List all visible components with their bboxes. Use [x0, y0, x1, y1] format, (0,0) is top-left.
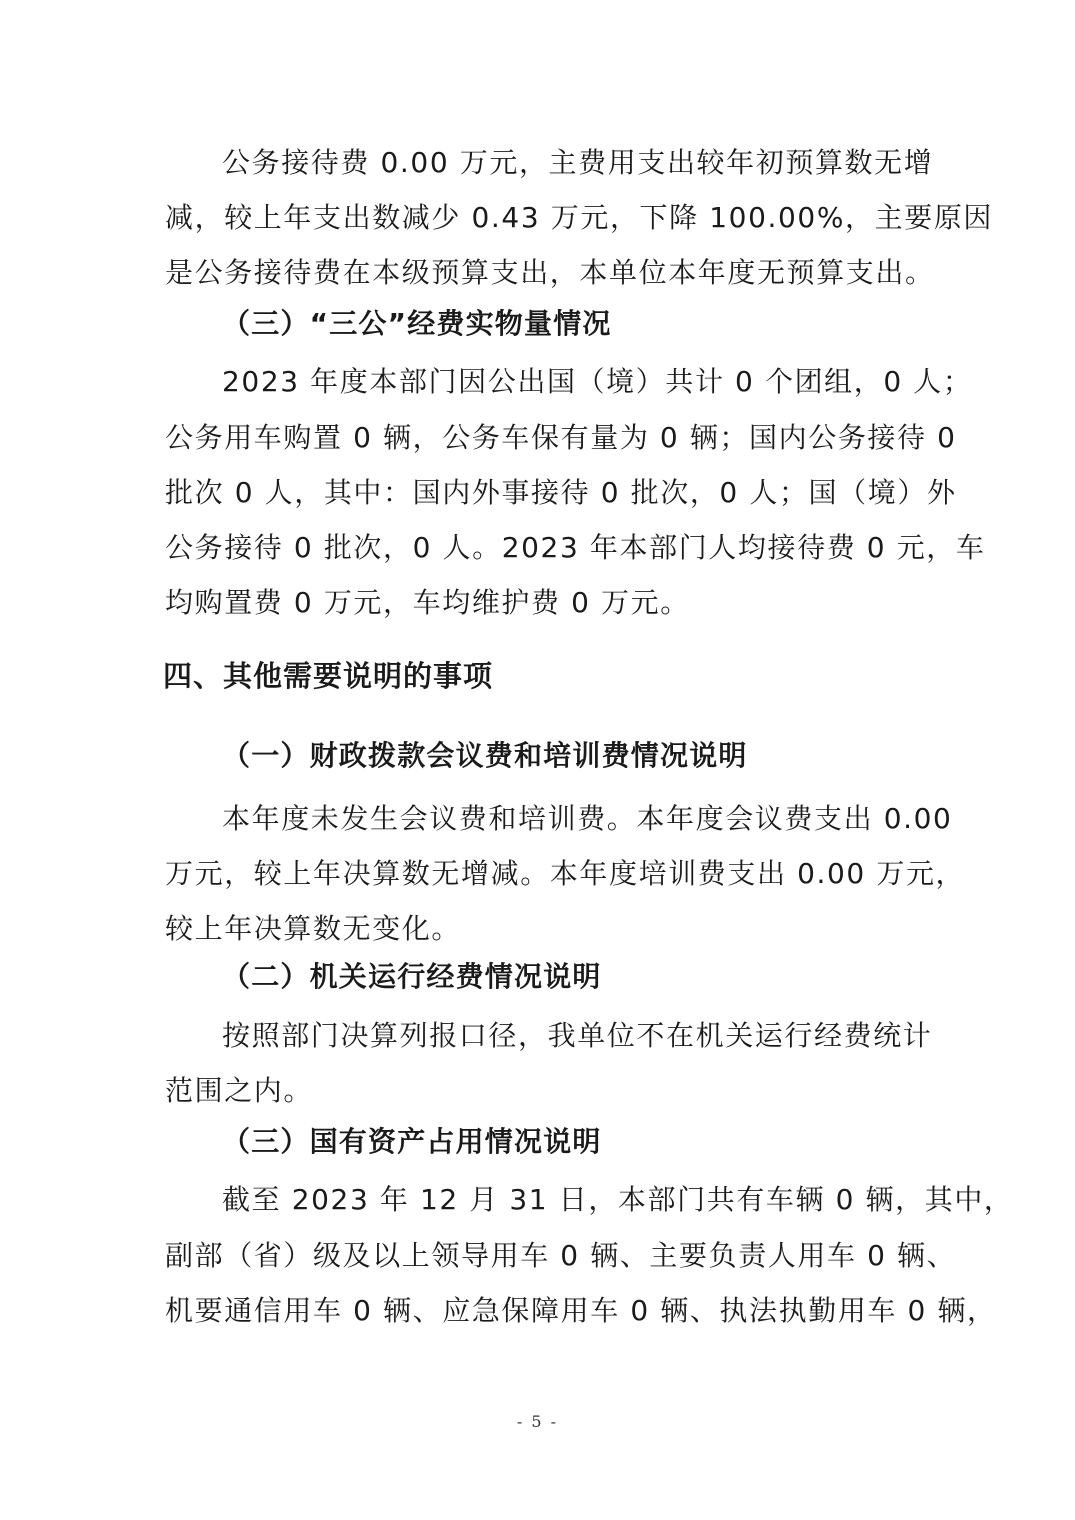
paragraph-line: 是公务接待费在本级预算支出，本单位本年度无预算支出。: [165, 256, 935, 289]
paragraph-line: 公务用车购置 0 辆，公务车保有量为 0 辆；国内公务接待 0: [165, 421, 957, 454]
paragraph-line: 截至 2023 年 12 月 31 日，本部门共有车辆 0 辆，其中，: [222, 1183, 1014, 1216]
paragraph-line: 公务接待费 0.00 万元，主费用支出较年初预算数无增: [222, 146, 934, 179]
paragraph-line: 公务接待 0 批次，0 人。2023 年本部门人均接待费 0 元，车: [165, 531, 986, 564]
paragraph-line: 2023 年度本部门因公出国（境）共计 0 个团组，0 人；: [222, 365, 973, 398]
paragraph-line: 机要通信用车 0 辆、应急保障用车 0 辆、执法执勤用车 0 辆，: [165, 1294, 997, 1327]
paragraph-line: 较上年决算数无变化。: [165, 912, 462, 945]
paragraph-line: 本年度未发生会议费和培训费。本年度会议费支出 0.00: [222, 802, 953, 835]
section-heading: 四、其他需要说明的事项: [163, 659, 494, 693]
paragraph-line: 范围之内。: [165, 1074, 314, 1107]
paragraph-line: 按照部门决算列报口径，我单位不在机关运行经费统计: [222, 1019, 933, 1052]
paragraph-line: 均购置费 0 万元，车均维护费 0 万元。: [165, 586, 690, 619]
paragraph-line: 万元，较上年决算数无增减。本年度培训费支出 0.00 万元，: [165, 857, 966, 890]
paragraph-line: 批次 0 人，其中：国内外事接待 0 批次，0 人；国（境）外: [165, 476, 957, 509]
page-number: - 5 -: [516, 1412, 559, 1431]
paragraph-line: 副部（省）级及以上领导用车 0 辆、主要负责人用车 0 辆、: [165, 1239, 957, 1272]
paragraph-line: 减，较上年支出数减少 0.43 万元，下降 100.00%，主要原因: [165, 201, 994, 234]
subsection-heading: （一）财政拨款会议费和培训费情况说明: [222, 739, 748, 772]
subsection-heading: （二）机关运行经费情况说明: [222, 960, 602, 993]
subsection-heading: （三）国有资产占用情况说明: [222, 1125, 602, 1158]
subsection-heading: （三）“三公”经费实物量情况: [222, 307, 612, 340]
